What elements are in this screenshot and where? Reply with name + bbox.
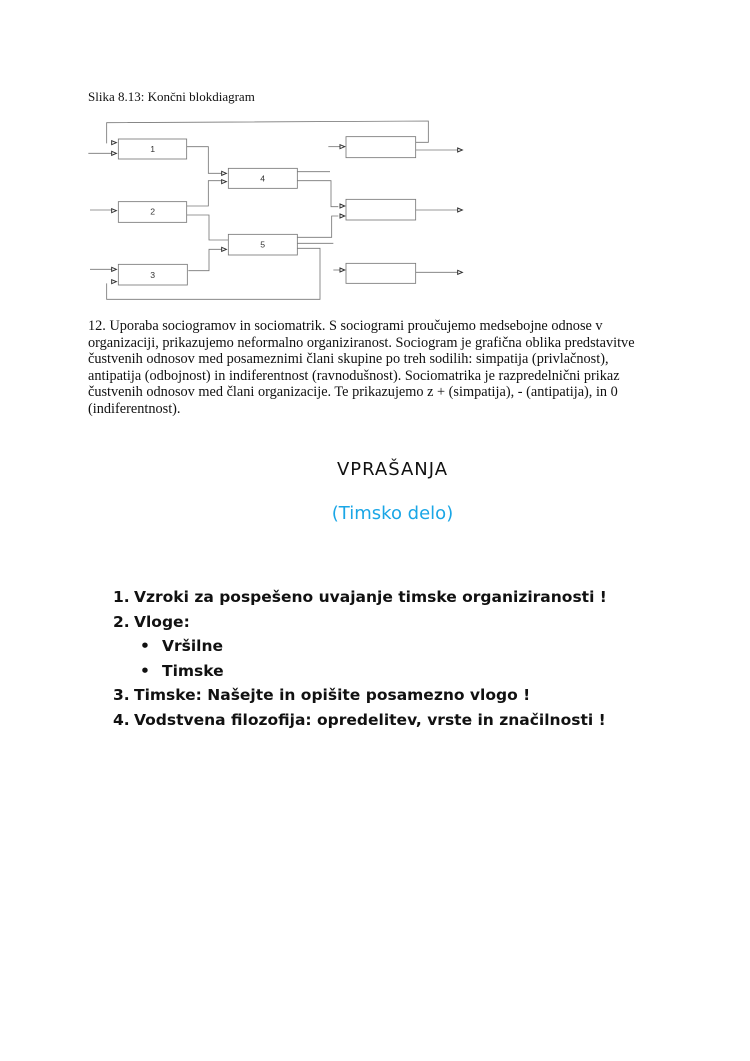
list-text: Vloge: (134, 612, 190, 631)
list-number: 4. (113, 710, 130, 729)
list-number: 3. (113, 686, 130, 705)
sub-list-item (113, 634, 607, 659)
block-label-4: 4 (260, 173, 266, 184)
block-label-1: 1 (150, 144, 156, 154)
list-text: Vršilne (162, 637, 224, 656)
list-number: 2. (113, 612, 130, 631)
list-text: Vzroki za pospešeno uvajanje timske organiziranosti ! (134, 588, 607, 606)
block-diagram (85, 110, 485, 310)
questions-list (113, 585, 607, 733)
output-block-3 (346, 263, 416, 283)
list-item (113, 708, 607, 733)
block-label-5: 5 (260, 239, 266, 250)
list-item (113, 610, 607, 635)
output-block-1 (346, 137, 416, 158)
block-label-3: 3 (150, 270, 156, 280)
list-text: Timske (162, 661, 224, 680)
list-item (113, 585, 607, 610)
figure-caption: Slika 8.13: Končni blokdiagram (88, 89, 255, 104)
bullet-icon: • (140, 661, 150, 680)
questions-subheading: (Timsko delo) (331, 503, 454, 524)
questions-heading: VPRAŠANJA (336, 459, 449, 480)
list-text: Timske: Našejte in opišite posamezno vlogo ! (134, 686, 531, 705)
block-label-2: 2 (150, 206, 156, 217)
arrow-icons (112, 141, 463, 284)
list-text: Vodstvena filozofija: opredelitev, vrste in značilnosti ! (134, 710, 606, 729)
list-number: 1. (113, 588, 130, 606)
connection-lines (88, 121, 458, 299)
sub-list-item (113, 659, 607, 684)
body-paragraph: 12. Uporaba sociogramov in sociomatrik. S sociogrami proučujemo medsebojne odnose v organizaciji, prikazujemo neformalno organiziranost. Sociogram je grafična oblika predstavitve čustvenih odnosov med posameznimi člani skupine po treh sodilih: simpatija (privlačnost), antipatija (odbojnost) in indiferentnost (ravnodušnost). Sociomatrika je razpredelnični prikaz čustvenih odnosov med člani organizacije. Te prikazujemo z + (simpatija), - (antipatija), in 0 (indiferentnost). (88, 318, 635, 417)
output-block-2 (346, 199, 416, 220)
list-item (113, 683, 607, 708)
bullet-icon: • (140, 637, 150, 656)
